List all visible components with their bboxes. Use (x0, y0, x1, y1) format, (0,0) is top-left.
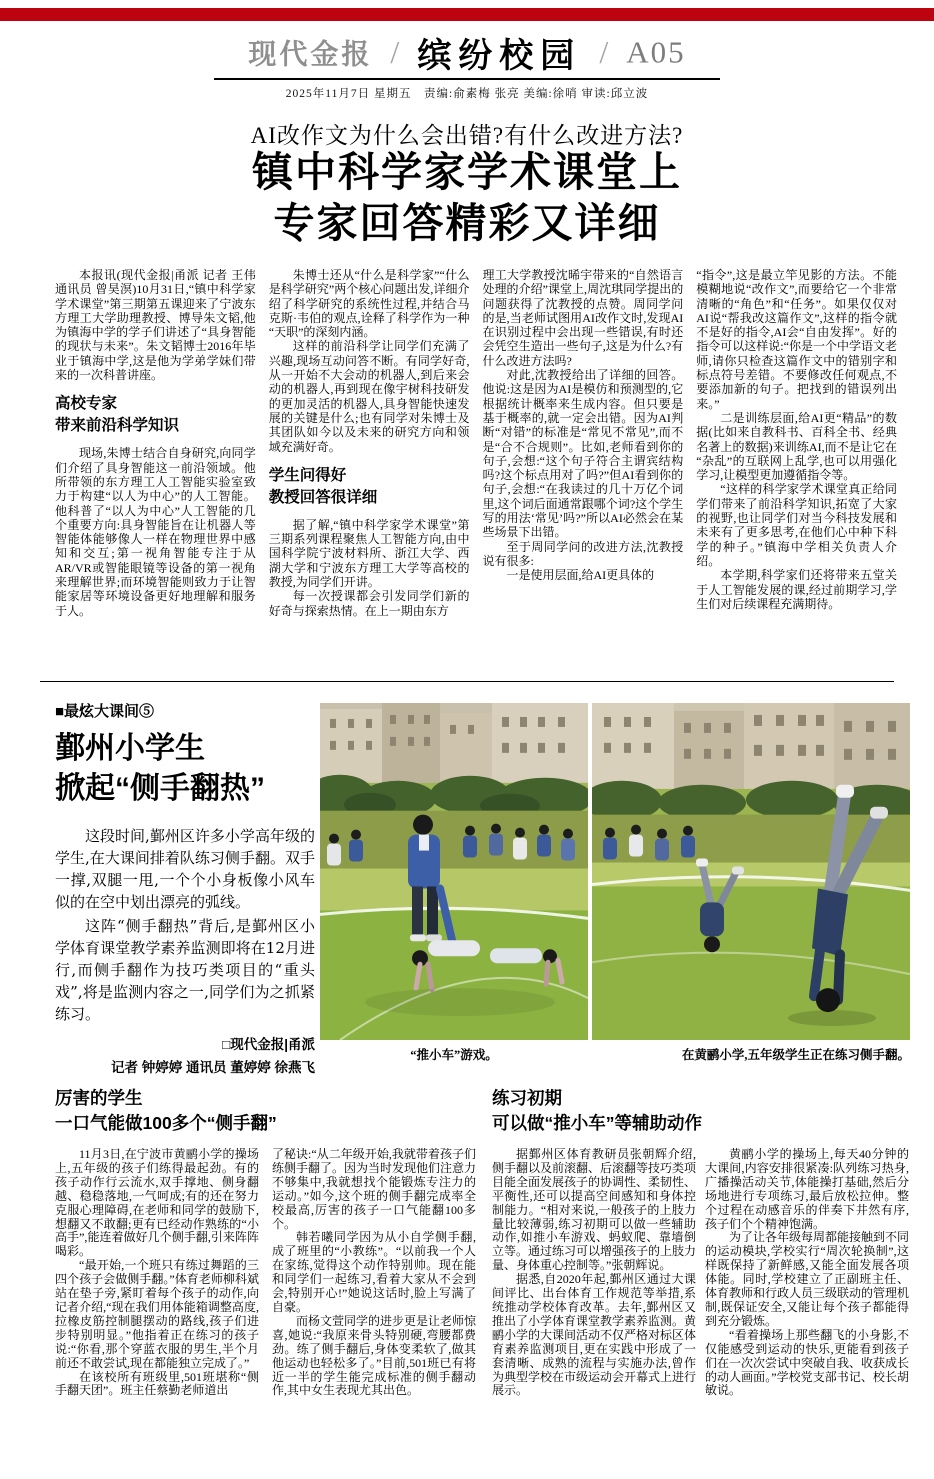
article-column (492, 1148, 696, 1470)
main-article-body (55, 268, 897, 666)
sub-article-a-headline (55, 1086, 277, 1136)
paragraph: 据了解,“镇中科学家学术课堂”第三期系列课程聚焦人工智能方向,由中国科学院宁波材料所、浙江大学、西湖大学和宁波东方理工大学等高校的教授,为同学们开讲。 (268, 517, 470, 590)
sub-article-b-body (492, 1148, 912, 1470)
section-name: 缤纷校园 (417, 38, 582, 75)
article-column (269, 268, 470, 666)
feature-headline (55, 729, 315, 809)
section-divider-rule (40, 681, 894, 682)
masthead-rule (214, 78, 720, 80)
page-number-label: A05 (626, 34, 686, 70)
paragraph: 朱博士还从“什么是科学家”“什么是科学研究”两个核心问题出发,详细介绍了科学研究的系统性过程,并结合马克斯·韦伯的观点,诠释了科学作为一种“天职”的深刻内涵。 (268, 268, 470, 340)
article-column (55, 268, 256, 666)
paragraph: 本学期,科学家们还将带来五堂关于人工智能发展的课,经过前期学习,学生们对后续课程充满期待。 (696, 568, 897, 611)
paragraph: “这样的科学家学术课堂真正给同学们带来了前沿科学知识,拓宽了大家的视野,也让同学们对当今科技发展和未来有了更多思考,在他们心中种下科学的种子。”镇海中学相关负责人介绍。 (696, 482, 897, 568)
paragraph: 而杨文萱同学的进步更是让老师惊喜,她说:“我原来骨头特别硬,弯腰都费劲。练了侧手翻后,身体变柔软了,做其他运动也轻松多了。”目前,501班已有将近一半的学生能完成标准的侧手翻动作,其中女生表现尤其出色。 (272, 1313, 476, 1398)
feature-byline-reporters: 记者 钟婷婷 通讯员 董婷婷 徐燕飞 (110, 1060, 315, 1075)
dateline: 2025年11月7日 星期五 责编:俞素梅 张亮 美编:徐哨 审读:邱立波 (285, 88, 649, 100)
sub-article-b-headline-line1: 练习初期 (492, 1088, 562, 1108)
sub-article-a-headline-line1: 厉害的学生 (55, 1088, 143, 1108)
paragraph: 这样的前沿科学让同学们充满了兴趣,现场互动问答不断。有同学好奇,从一开始不大会动的机器人,到后来会动的机器人,再到现在像宇树科技研发的更加灵活的机器人,具身智能快速发展的关键是什么;也有同学对朱博士及其团队如今以及未来的研究方向和领域充满好奇。 (268, 339, 470, 454)
paragraph: 理工大学教授沈晞宇带来的“自然语言处理的介绍”课堂上,周沈琪同学提出的问题获得了沈教授的点赞。周同学问的是,当老师试图用AI改作文时,发现AI在识别过程中会出现一些错误,有时还会凭空生造出一些句子,这是为什么?有什么改进方法吗? (482, 268, 684, 368)
feature-body (55, 825, 315, 1025)
top-red-bar (0, 8, 934, 21)
photo-wheelbarrow-illustration (320, 703, 588, 1040)
feature-byline-source: □现代金报|甬派 (222, 1037, 315, 1052)
photo-caption-wheelbarrow: “推小车”游戏。 (410, 1048, 498, 1062)
paragraph: “最开始,一个班只有练过舞蹈的三四个孩子会做侧手翻。”体育老师柳科斌站在垫子旁,紧盯着每个孩子的动作,向记者介绍,“现在我们用体能箱调整高度,拉橡皮筋控制腿摆动的路线,孩子们进步特别明显。”他指着正在练习的孩子说:“你看,那个穿蓝衣服的男生,半个月前还不敢尝试,现在都能独立完成了。” (55, 1258, 259, 1370)
main-headline (0, 147, 934, 249)
sub-article-b-headline-line2: 可以做“推小车”等辅助动作 (492, 1113, 702, 1133)
feature-byline (55, 1033, 315, 1079)
paragraph: 二是训练层面,给AI更“精品”的数据(比如来自教科书、百科全书、经典名著上的数据)来训练AI,而不是让它在“杂乱”的互联网上乱学,也可以用强化学习,让模型更加遵循指令等。 (696, 410, 897, 483)
feature-headline-line2: 掀起“侧手翻热” (55, 772, 265, 805)
feature-headline-line1: 鄞州小学生 (55, 732, 205, 765)
paragraph: 为了让各年级每周都能接触到不同的运动模块,学校实行“周次轮换制”,这样既保持了新鲜感,又能全面发展各项体能。同时,学校建立了正副班主任、体育教师和行政人员三级联动的管理机制,既保证安全,又能让每个孩子都能得到充分锻炼。 (705, 1230, 909, 1328)
article-column (272, 1148, 476, 1470)
paragraph: 在该校所有班级里,501班堪称“侧手翻天团”。班主任蔡勤老师道出 (55, 1369, 259, 1398)
masthead-slash: / (599, 34, 609, 70)
paragraph: 一是使用层面,给AI更具体的 (506, 568, 655, 583)
paragraph: 韩若曦同学因为从小自学侧手翻,成了班里的“小教练”。“以前我一个人在家练,觉得这个动作特别帅。现在能和同学们一起练习,看着大家从不会到会,特别开心!”她说这话时,脸上写满了自豪。 (272, 1230, 476, 1314)
column-subhead: 高校专家 带来前沿科学知识 (55, 395, 180, 435)
paragraph: 对此,沈教授给出了详细的回答。他说:这是因为AI是模仿和预测型的,它根据统计概率来生成内容。但只要是基于概率的,就一定会出错。因为AI判断“对错”的标准是“常见不常见”,而不是“合不合规则”。比如,老师看到你的句子,会想:“这个句子符合主谓宾结构吗?这个标点用对了吗?”但AI看到你的句子,会想:“在我读过的几十万亿个词里,这个词后面通常跟哪个词?这个学生写的用法‘常见’吗?”所以AI必然会在某些场景下出错。 (482, 368, 684, 540)
masthead-slash: / (390, 34, 400, 70)
paragraph: “看着操场上那些翻飞的小身影,不仅能感受到运动的快乐,更能看到孩子们在一次次尝试中突破自我、收获成长的动人画面。”学校党支部书记、校长胡敏说。 (705, 1327, 909, 1398)
paragraph: “指令”,这是最立竿见影的方法。不能模糊地说“改作文”,而要给它一个非常清晰的“角色”和“任务”。如果仅仅对AI说“帮我改这篇作文”,这样的指令就不是好的指令,AI会“自由发挥”。好的指令可以这样说:“你是一个中学语文老师,请你只检查这篇作文中的错别字和标点符号差错。不要修改任何观点,不要添加新的句子。把找到的错误列出来。” (696, 268, 897, 411)
paragraph: 现场,朱博士结合自身研究,向同学们介绍了具身智能这一前沿领域。他所带领的东方理工人工智能实验室致力于构建“以人为中心”的人工智能。他科普了“以人为中心”人工智能的几个重要方向:具身智能旨在让机器人等智能体能够像人一样在物理世界中感知和交互;第一视角智能专注于从AR/VR或智能眼镜等设备的第一视角来理解世界;而环境智能则致力于让智能家居等环境设备更好地理解和服务于人。 (55, 446, 256, 618)
main-headline-line2: 专家回答精彩又详细 (273, 200, 661, 246)
paragraph: 据悉,自2020年起,鄞州区通过大课间评比、出台体育工作规范等举措,系统推动学校体育改革。去年,鄞州区又推出了小学体育课堂教学素养监测。黄鹂小学的大课间活动不仅严格对标区体育素养监测项目,更在实践中形成了一套清晰、成熟的流程与实施办法,曾作为典型学校在市级运动会开幕式上进行展示。 (492, 1272, 696, 1398)
photo-wheelbarrow-game (320, 703, 588, 1040)
paragraph: 至于周同学问的改进方法,沈教授说有很多: (482, 539, 684, 568)
photo-caption-cartwheel: 在黄鹂小学,五年级学生正在练习侧手翻。 (681, 1048, 910, 1062)
article-column (55, 1148, 259, 1470)
paper-name: 现代金报 (248, 39, 373, 71)
feature-series-tag: ■最炫大课间⑤ (55, 703, 155, 720)
paragraph: 据鄞州区体育教研员张朝辉介绍,侧手翻以及前滚翻、后滚翻等技巧类项目能全面发展孩子的协调性、柔韧性、平衡性,还可以提高空间感知和身体控制能力。“相对来说,一般孩子的上肢力量比较薄弱,练习初期可以做一些辅助动作,如推小车游戏、蚂蚁爬、靠墙倒立等。通过练习可以增强孩子的上肢力量、身体重心控制等。”张朝辉说。 (492, 1148, 696, 1273)
article-column (705, 1148, 909, 1470)
paragraph: 本报讯(现代金报|甬派 记者 王伟 通讯员 曾昊溟)10月31日,“镇中科学家学术课堂”第三期第五课迎来了宁波东方理工大学助理教授、博导朱文韬,他为镇海中学的学子们讲述了“具身智能的现状与未来”。朱文韬博士2016年毕业于镇海中学,这是他为学弟学妹们带来的一次科普讲座。 (55, 268, 256, 383)
main-headline-line1: 镇中科学家学术课堂上 (252, 149, 682, 195)
sub-article-b-headline (492, 1086, 702, 1136)
sub-article-a-body (55, 1148, 477, 1470)
sub-article-a-headline-line2: 一口气能做100多个“侧手翻” (55, 1113, 277, 1133)
paragraph: 每一次授课都会引发同学们新的好奇与探索热情。在上一期由东方 (268, 589, 470, 618)
paragraph: 了秘诀:“从二年级开始,我就带着孩子们练侧手翻了。因为当时发现他们注意力不够集中,我就想找个能锻炼专注力的运动。”如今,这个班的侧手翻完成率全校最高,厉害的孩子一口气能翻100多个。 (272, 1148, 476, 1231)
masthead (0, 28, 934, 77)
photo-cartwheel (592, 703, 910, 1040)
column-subhead: 学生问得好 教授回答很详细 (268, 466, 378, 506)
article-column (483, 268, 684, 666)
paragraph: 黄鹂小学的操场上,每天40分钟的大课间,内容安排很紧凑:队列练习热身,广播操活动关节,体能操打基础,然后分场地进行专项练习,最后放松拉伸。整个过程在动感音乐的伴奏下井然有序,孩子们个个精神饱满。 (705, 1148, 909, 1231)
feature-article (55, 700, 315, 1079)
paragraph: 这阵“侧手翻热”背后,是鄞州区小学体育课堂教学素养监测即将在12月进行,而侧手翻作为技巧类项目的“重头戏”,将是监测内容之一,同学们为之抓紧练习。 (55, 917, 315, 1023)
article-column (696, 268, 897, 666)
paragraph: 11月3日,在宁波市黄鹂小学的操场上,五年级的孩子们练得最起劲。有的孩子动作行云流水,双手撑地、侧身翻越、稳稳落地,一气呵成;有的还在努力克服心理障碍,在老师和同学的鼓励下,想翻又不敢翻;更有已经动作熟练的“小高手”,能连着做好几个侧手翻,引来阵阵喝彩。 (55, 1148, 259, 1259)
photo-cartwheel-illustration (592, 703, 910, 1040)
paragraph: 这段时间,鄞州区许多小学高年级的学生,在大课间排着队练习侧手翻。双手一撑,双腿一甩,一个个小身板像小风车似的在空中划出漂亮的弧线。 (55, 827, 315, 911)
main-article-kicker: AI改作文为什么会出错?有什么改进方法? (250, 123, 684, 148)
